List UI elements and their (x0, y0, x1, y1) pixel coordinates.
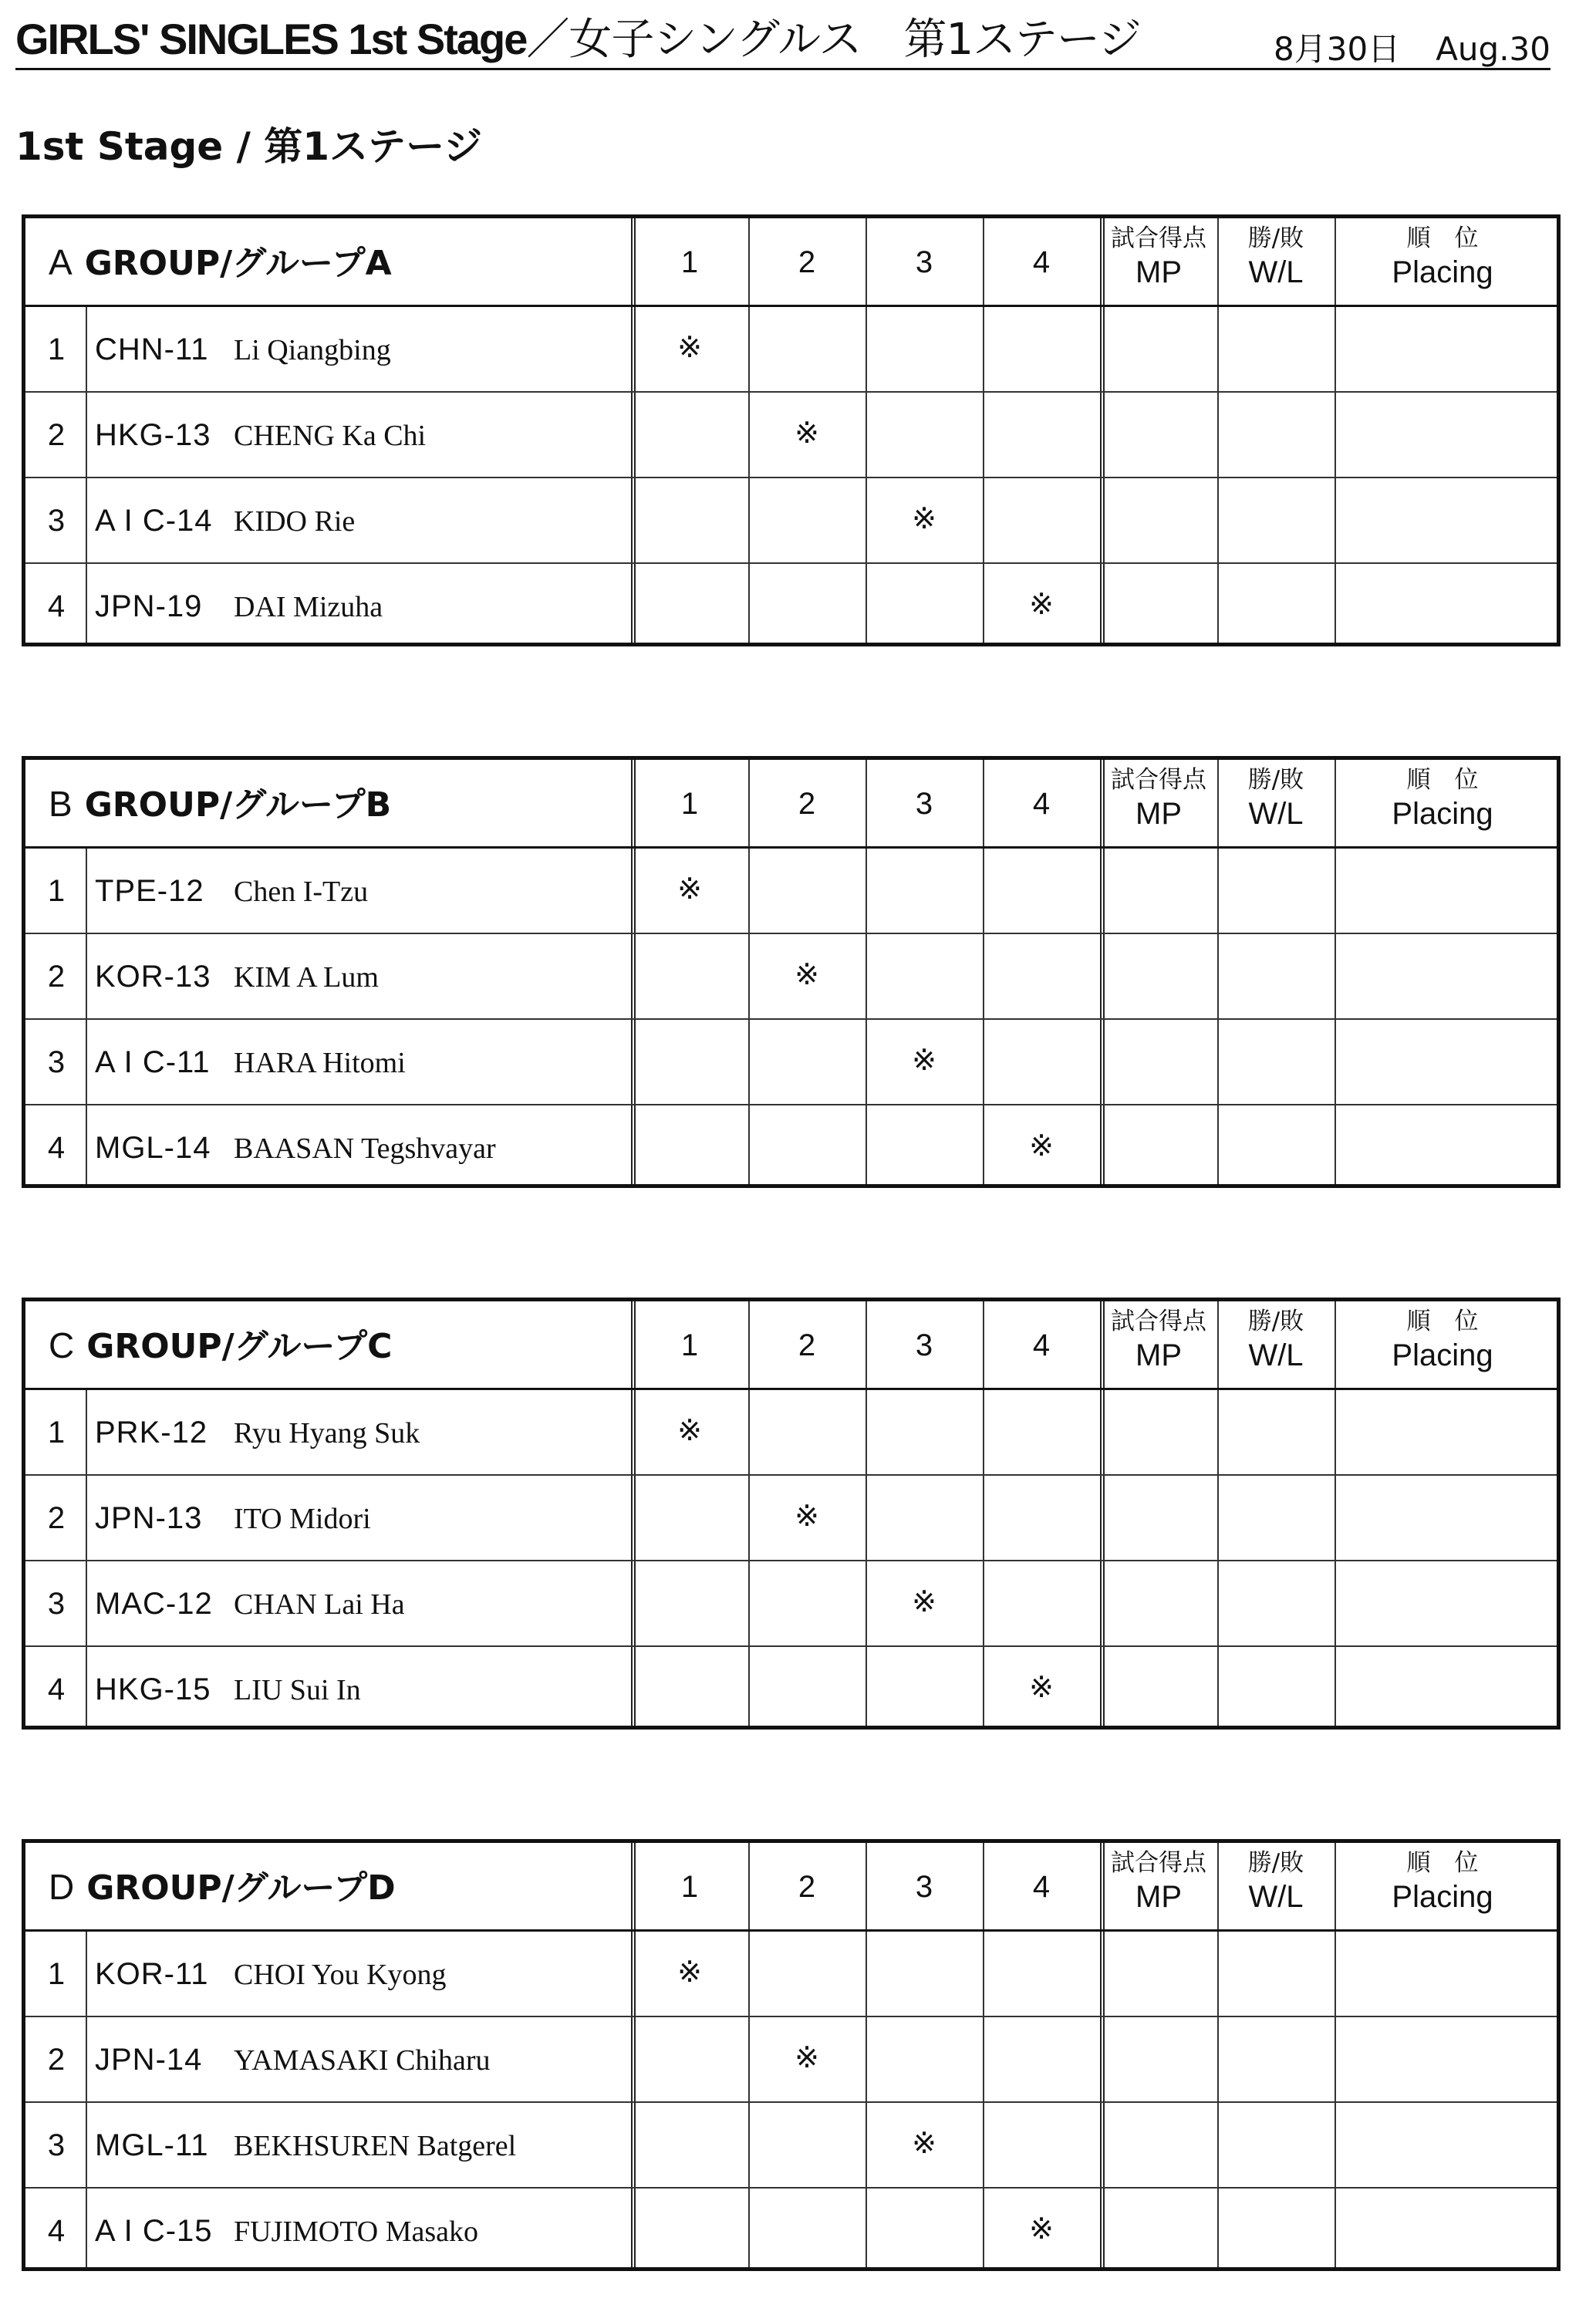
player-name: CHENG Ka Chi (234, 420, 427, 452)
placing-header-jp: 順 位 (1406, 766, 1479, 794)
group-label: GROUP/グループA (84, 244, 392, 283)
player-name: BAASAN Tegshvayar (234, 1132, 496, 1165)
group-letter: C (49, 1325, 75, 1365)
date-japanese: 8月30日 (1274, 30, 1401, 68)
bye-mark: ※ (1029, 2212, 1054, 2246)
player-code: A I C-11 (95, 1045, 211, 1079)
page-header (15, 14, 1550, 70)
player-name: YAMASAKI Chiharu (234, 2044, 491, 2077)
column-number: 2 (798, 787, 816, 821)
player-code: KOR-13 (95, 960, 211, 994)
placing-header (1334, 1848, 1550, 1915)
player-code: CHN-11 (95, 332, 209, 366)
bye-mark: ※ (677, 1413, 702, 1447)
player-name: BEKHSUREN Batgerel (234, 2130, 517, 2162)
bye-mark: ※ (1029, 1129, 1054, 1163)
player-code: JPN-13 (95, 1501, 203, 1535)
mp-header (1100, 764, 1217, 832)
wl-header-en: W/L (1248, 255, 1304, 289)
mp-header-en: MP (1135, 797, 1182, 831)
placing-header-en: Placing (1392, 797, 1493, 831)
player-number: 2 (47, 418, 66, 452)
group-title (49, 1301, 392, 1390)
player-name: FUJIMOTO Masako (234, 2216, 479, 2248)
group-letter: A (49, 242, 73, 282)
column-number: 1 (680, 245, 699, 279)
column-number: 1 (680, 1328, 699, 1362)
player-row (25, 393, 1557, 478)
group-title (49, 218, 392, 307)
group-header-row (25, 760, 1557, 849)
group-header-row (25, 1843, 1557, 1932)
player-row (25, 1932, 1557, 2017)
column-number: 3 (915, 245, 933, 279)
wl-header-jp: 勝/敗 (1247, 1308, 1304, 1335)
player-number: 3 (47, 2128, 66, 2162)
bye-mark: ※ (677, 1955, 702, 1989)
player-code: KOR-11 (95, 1957, 209, 1991)
bye-mark: ※ (677, 330, 702, 364)
group-label: GROUP/グループD (86, 1868, 396, 1908)
player-code: A I C-14 (95, 504, 213, 538)
player-number: 2 (47, 2043, 66, 2077)
column-number: 2 (798, 1328, 816, 1362)
column-number: 2 (798, 1870, 816, 1904)
player-code: A I C-15 (95, 2214, 213, 2248)
column-number: 3 (915, 1328, 933, 1362)
player-row (25, 1390, 1557, 1476)
bye-mark: ※ (912, 1584, 936, 1618)
wl-header (1217, 764, 1334, 832)
group-label: GROUP/グループB (84, 785, 392, 825)
title-english: GIRLS' SINGLES 1st Stage (15, 15, 527, 63)
group-table (22, 756, 1561, 1188)
player-code: MGL-11 (95, 2128, 209, 2162)
player-number: 4 (47, 1131, 66, 1165)
wl-header (1217, 1848, 1334, 1915)
placing-header (1334, 223, 1550, 291)
bye-mark: ※ (795, 957, 819, 991)
column-number: 3 (915, 787, 933, 821)
player-number: 2 (47, 960, 66, 994)
player-name: KIM A Lum (234, 961, 379, 994)
bye-mark: ※ (795, 1499, 819, 1533)
mp-header-en: MP (1135, 255, 1182, 289)
player-name: CHAN Lai Ha (234, 1588, 405, 1621)
player-number: 4 (47, 2214, 66, 2248)
wl-header (1217, 223, 1334, 291)
column-number: 1 (680, 787, 699, 821)
player-name: HARA Hitomi (234, 1047, 406, 1079)
player-number: 1 (47, 1957, 66, 1991)
player-row (25, 307, 1557, 393)
player-code: TPE-12 (95, 874, 204, 908)
wl-header-jp: 勝/敗 (1247, 224, 1304, 252)
wl-header-jp: 勝/敗 (1247, 1849, 1304, 1877)
column-number: 2 (798, 245, 816, 279)
title-japanese: ／女子シングルス 第1ステージ (526, 15, 1141, 65)
player-name: LIU Sui In (234, 1674, 361, 1706)
column-number: 4 (1032, 1328, 1051, 1362)
player-code: HKG-15 (95, 1672, 211, 1706)
column-number: 1 (680, 1870, 699, 1904)
player-number: 4 (47, 1672, 66, 1706)
placing-header-en: Placing (1392, 1880, 1493, 1914)
mp-header (1100, 223, 1217, 291)
date-english: Aug.30 (1436, 30, 1550, 68)
bye-mark: ※ (1029, 1670, 1054, 1704)
player-number: 2 (47, 1501, 66, 1535)
player-name: Ryu Hyang Suk (234, 1417, 420, 1449)
player-number: 3 (47, 504, 66, 538)
group-header-row (25, 218, 1557, 307)
bye-mark: ※ (912, 501, 936, 535)
player-number: 1 (47, 874, 66, 908)
group-letter: B (49, 784, 73, 824)
player-row (25, 1476, 1557, 1561)
column-number: 4 (1032, 787, 1051, 821)
group-table (22, 1839, 1561, 2271)
placing-header (1334, 1306, 1550, 1374)
placing-header-jp: 順 位 (1406, 224, 1479, 252)
group-title (49, 760, 391, 849)
wl-header-en: W/L (1248, 797, 1304, 831)
player-row (25, 1020, 1557, 1105)
bye-mark: ※ (1029, 587, 1054, 621)
mp-header-jp: 試合得点 (1111, 1849, 1206, 1877)
player-name: ITO Midori (234, 1503, 371, 1535)
player-row (25, 2189, 1557, 2274)
player-row (25, 1105, 1557, 1191)
player-name: DAI Mizuha (234, 591, 383, 623)
group-label: GROUP/グループC (86, 1327, 393, 1366)
player-name: Chen I-Tzu (234, 876, 369, 908)
player-code: HKG-13 (95, 418, 211, 452)
player-row (25, 1561, 1557, 1647)
player-name: CHOI You Kyong (234, 1959, 447, 1991)
bye-mark: ※ (795, 416, 819, 450)
mp-header-en: MP (1135, 1880, 1182, 1914)
player-code: PRK-12 (95, 1416, 208, 1449)
group-table (22, 214, 1561, 646)
page-title (15, 14, 1141, 66)
mp-header-jp: 試合得点 (1111, 224, 1206, 252)
group-title (49, 1843, 396, 1932)
player-number: 1 (47, 1416, 66, 1449)
player-number: 1 (47, 332, 66, 366)
player-code: JPN-19 (95, 589, 203, 623)
mp-header (1100, 1306, 1217, 1374)
player-number: 3 (47, 1587, 66, 1621)
player-row (25, 2017, 1557, 2103)
mp-header-en: MP (1135, 1338, 1182, 1372)
wl-header (1217, 1306, 1334, 1374)
player-row (25, 564, 1557, 650)
player-name: Li Qiangbing (234, 334, 391, 366)
column-number: 3 (915, 1870, 933, 1904)
group-table (22, 1298, 1561, 1730)
mp-header (1100, 1848, 1217, 1915)
stage-title: 1st Stage / 第1ステージ (15, 124, 483, 169)
placing-header-en: Placing (1392, 1338, 1493, 1372)
group-header-row (25, 1301, 1557, 1390)
player-row (25, 849, 1557, 934)
group-letter: D (49, 1867, 75, 1907)
column-number: 4 (1032, 245, 1051, 279)
placing-header-jp: 順 位 (1406, 1849, 1479, 1877)
player-row (25, 2103, 1557, 2189)
mp-header-jp: 試合得点 (1111, 1308, 1206, 1335)
wl-header-en: W/L (1248, 1338, 1304, 1372)
player-number: 4 (47, 589, 66, 623)
bye-mark: ※ (795, 2040, 819, 2074)
placing-header-en: Placing (1392, 255, 1493, 289)
player-number: 3 (47, 1045, 66, 1079)
column-number: 4 (1032, 1870, 1051, 1904)
player-row (25, 934, 1557, 1020)
wl-header-jp: 勝/敗 (1247, 766, 1304, 794)
wl-header-en: W/L (1248, 1880, 1304, 1914)
bye-mark: ※ (912, 2126, 936, 2160)
mp-header-jp: 試合得点 (1111, 766, 1206, 794)
bye-mark: ※ (677, 872, 702, 906)
date (1274, 32, 1550, 66)
player-name: KIDO Rie (234, 505, 356, 538)
player-row (25, 478, 1557, 564)
player-row (25, 1647, 1557, 1733)
player-code: MGL-14 (95, 1131, 211, 1165)
placing-header (1334, 764, 1550, 832)
player-code: JPN-14 (95, 2043, 203, 2077)
bye-mark: ※ (912, 1043, 936, 1077)
player-code: MAC-12 (95, 1587, 213, 1621)
placing-header-jp: 順 位 (1406, 1308, 1479, 1335)
